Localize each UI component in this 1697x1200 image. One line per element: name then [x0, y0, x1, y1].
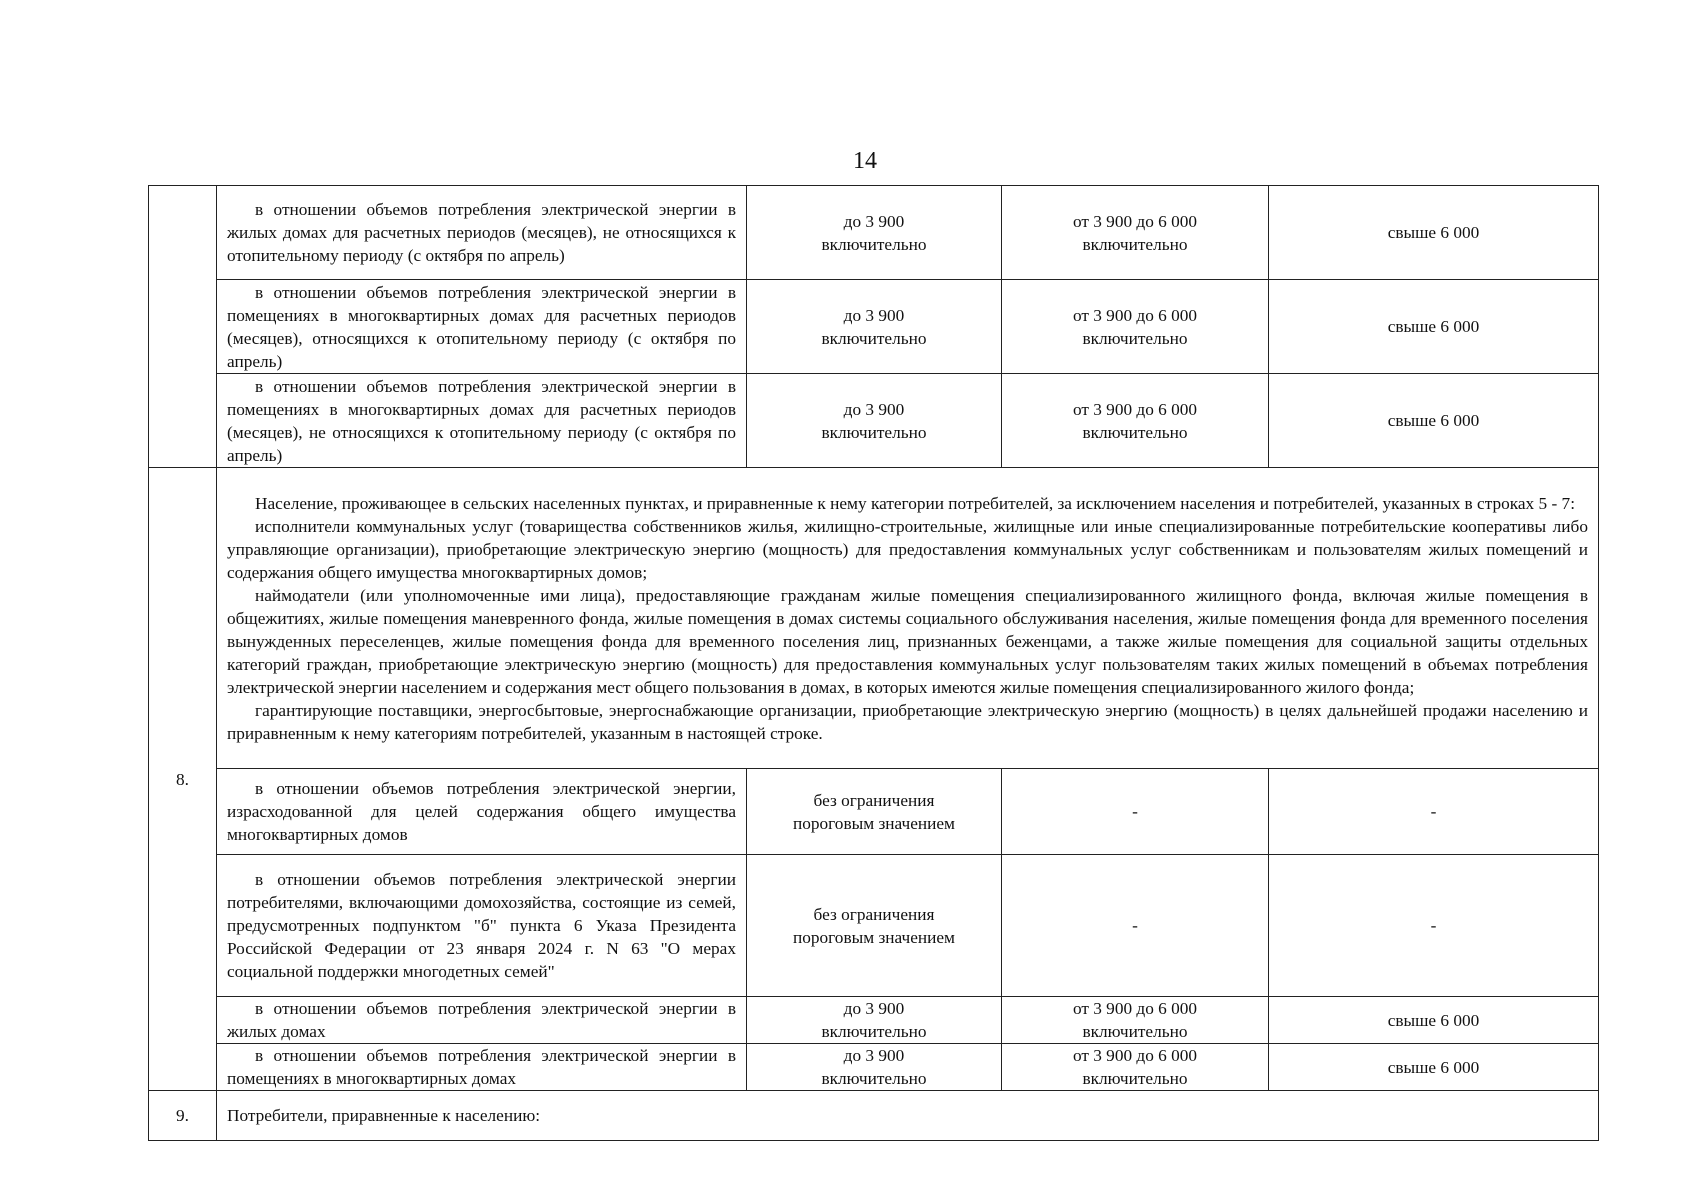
- threshold-cell-2: от 3 900 до 6 000 включительно: [1002, 186, 1269, 280]
- description-cell: в отношении объемов потребления электрической энергии, израсходованной для целей содержания общего имущества многоквартирных домов: [217, 769, 747, 855]
- page-number: 14: [853, 148, 877, 174]
- description-cell: в отношении объемов потребления электрической энергии в помещениях в многоквартирных домах для расчетных периодов (месяцев), не относящихся к отопительному периоду (с октября по апрель): [217, 374, 747, 468]
- threshold-cell-1: без ограничения пороговым значением: [747, 769, 1002, 855]
- threshold-cell-2: от 3 900 до 6 000 включительно: [1002, 280, 1269, 374]
- threshold-cell-1: до 3 900 включительно: [747, 186, 1002, 280]
- threshold-cell-1: до 3 900 включительно: [747, 374, 1002, 468]
- row-number-cell: [149, 186, 217, 468]
- threshold-cell-3: свыше 6 000: [1269, 280, 1599, 374]
- table-row: [149, 374, 1599, 468]
- table-row: [149, 769, 1599, 855]
- paragraph: наймодатели (или уполномоченные ими лица), предоставляющие гражданам жилые помещения специализированного жилищного фонда, включая жилые помещения в общежитиях, жилые помещения маневренного фонда, жилые помещения в домах системы социального обслуживания населения, жилые помещения фонда для временного поселения вынужденных переселенцев, жилые помещения фонда для временного поселения лиц, признанных беженцами, а также жилые помещения для социальной защиты отдельных категорий граждан, приобретающие электрическую энергию (мощность) для предоставления коммунальных услуг пользователям таких жилых помещений в объемах потребления электрической энергии населением и содержания мест общего пользования в домах, в которых имеются жилые помещения специализированного жилого фонда;: [227, 585, 1588, 697]
- category-description-cell: Потребители, приравненные к населению:: [217, 1091, 1599, 1141]
- tariff-table: [148, 185, 1599, 1141]
- table-row: [149, 468, 1599, 769]
- row-number-cell: 9.: [149, 1091, 217, 1141]
- table-row: [149, 1044, 1599, 1091]
- category-description-cell: [217, 468, 1599, 769]
- table-row: [149, 855, 1599, 997]
- threshold-cell-1: до 3 900 включительно: [747, 1044, 1002, 1091]
- threshold-cell-2: от 3 900 до 6 000 включительно: [1002, 374, 1269, 468]
- threshold-cell-2: -: [1002, 855, 1269, 997]
- table-row: [149, 280, 1599, 374]
- description-cell: в отношении объемов потребления электрической энергии потребителями, включающими домохозяйства, состоящие из семей, предусмотренных подпунктом "б" пункта 6 Указа Президента Российской Федерации от 23 января 2024 г. N 63 "О мерах социальной поддержки многодетных семей": [217, 855, 747, 997]
- threshold-cell-3: -: [1269, 855, 1599, 997]
- threshold-cell-3: -: [1269, 769, 1599, 855]
- threshold-cell-2: от 3 900 до 6 000 включительно: [1002, 997, 1269, 1044]
- threshold-cell-1: без ограничения пороговым значением: [747, 855, 1002, 997]
- paragraph: гарантирующие поставщики, энергосбытовые, энергоснабжающие организации, приобретающие электрическую энергию (мощность) в целях дальнейшей продажи населению и приравненным к нему категориям потребителей, указанным в настоящей строке.: [227, 700, 1588, 743]
- threshold-cell-3: свыше 6 000: [1269, 374, 1599, 468]
- row-number-cell: 8.: [149, 468, 217, 1091]
- table-row: [149, 186, 1599, 280]
- threshold-cell-3: свыше 6 000: [1269, 186, 1599, 280]
- table-row: [149, 997, 1599, 1044]
- threshold-cell-1: до 3 900 включительно: [747, 997, 1002, 1044]
- paragraph: Население, проживающее в сельских населенных пунктах, и приравненные к нему категории потребителей, за исключением населения и потребителей, указанных в строках 5 - 7:: [255, 493, 1575, 513]
- description-cell: в отношении объемов потребления электрической энергии в помещениях в многоквартирных домах для расчетных периодов (месяцев), относящихся к отопительному периоду (с октября по апрель): [217, 280, 747, 374]
- threshold-cell-3: свыше 6 000: [1269, 997, 1599, 1044]
- description-cell: в отношении объемов потребления электрической энергии в помещениях в многоквартирных домах: [217, 1044, 747, 1091]
- threshold-cell-1: до 3 900 включительно: [747, 280, 1002, 374]
- description-cell: в отношении объемов потребления электрической энергии в жилых домах для расчетных периодов (месяцев), не относящихся к отопительному периоду (с октября по апрель): [217, 186, 747, 280]
- description-cell: в отношении объемов потребления электрической энергии в жилых домах: [217, 997, 747, 1044]
- threshold-cell-2: -: [1002, 769, 1269, 855]
- table-row: [149, 1091, 1599, 1141]
- threshold-cell-2: от 3 900 до 6 000 включительно: [1002, 1044, 1269, 1091]
- paragraph: исполнители коммунальных услуг (товарищества собственников жилья, жилищно-строительные, жилищные или иные специализированные потребительские кооперативы либо управляющие организации), приобретающие электрическую энергию (мощность) для предоставления коммунальных услуг собственникам и пользователям жилых помещений и содержания общего имущества многоквартирных домов;: [227, 516, 1588, 582]
- threshold-cell-3: свыше 6 000: [1269, 1044, 1599, 1091]
